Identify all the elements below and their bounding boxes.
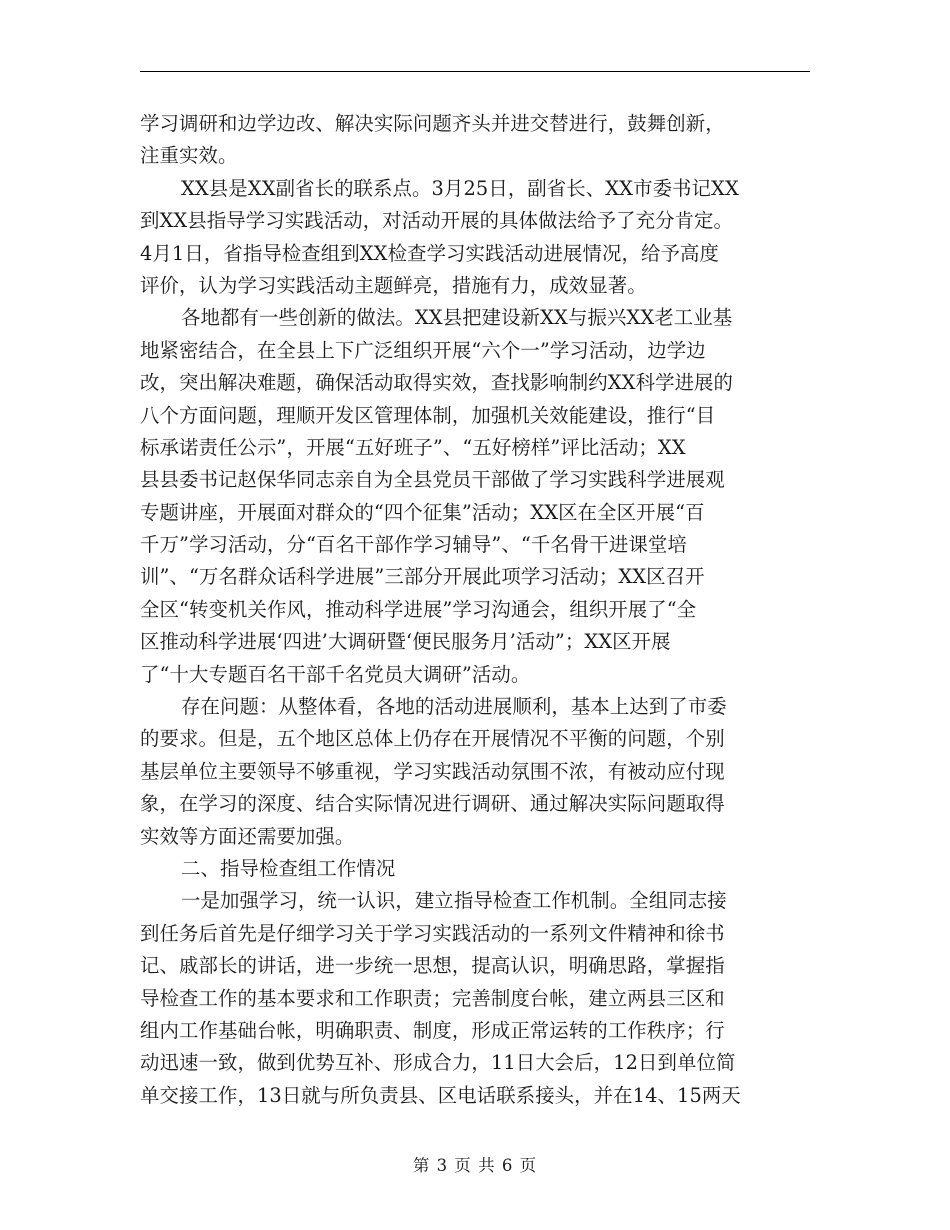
text-line: 注重实效。 xyxy=(140,144,238,168)
text-line: 县县委书记赵保华同志亲自为全县党员干部做了学习实践科学进展观 xyxy=(140,468,725,492)
text-line: 记、戚部长的讲话，进一步统一思想，提高认识，明确思路，掌握指 xyxy=(140,954,725,978)
text-line: 动迅速一致，做到优势互补、形成合力，11日大会后，12日到单位简 xyxy=(140,1051,736,1075)
text-line: 象，在学习的深度、结合实际情况进行调研、通过解决实际问题取得 xyxy=(140,792,725,816)
text-line: 导检查工作的基本要求和工作职责；完善制度台帐，建立两县三区和 xyxy=(140,986,725,1010)
text-line: 基层单位主要领导不够重视，学习实践活动氛围不浓，有被动应付现 xyxy=(140,759,725,783)
text-line: 了“十大专题百名干部千名党员大调研”活动。 xyxy=(140,662,531,686)
section-heading: 二、指导检查组工作情况 xyxy=(181,856,396,880)
text-line: 实效等方面还需要加强。 xyxy=(140,824,355,848)
text-line: 一是加强学习，统一认识，建立指导检查工作机制。全组同志接 xyxy=(181,889,727,913)
text-line: 单交接工作，13日就与所负责县、区电话联系接头，并在14、15两天 xyxy=(140,1083,741,1107)
text-line: 千万”学习活动，分“百名干部作学习辅导”、“千名骨干进课堂培 xyxy=(140,533,687,557)
text-line: 存在问题：从整体看，各地的活动进展顺利，基本上达到了市委 xyxy=(181,695,727,719)
text-line: 的要求。但是，五个地区总体上仍存在开展情况不平衡的问题，个别 xyxy=(140,727,725,751)
text-line: 训”、“万名群众话科学进展”三部分开展此项学习活动；XX区召开 xyxy=(140,565,705,589)
text-line: 各地都有一些创新的做法。XX县把建设新XX与振兴XX老工业基 xyxy=(181,306,733,330)
text-line: 到任务后首先是仔细学习关于学习实践活动的一系列文件精神和徐书 xyxy=(140,921,725,945)
text-line: 标承诺责任公示”，开展“五好班子”、“五好榜样”评比活动；XX xyxy=(140,435,686,459)
text-line: XX县是XX副省长的联系点。3月25日，副省长、XX市委书记XX xyxy=(181,176,739,200)
text-line: 地紧密结合，在全县上下广泛组织开展“六个一”学习活动，边学边 xyxy=(140,338,706,362)
text-line: 评价，认为学习实践活动主题鲜亮，措施有力，成效显著。 xyxy=(140,273,647,297)
text-line: 区推动科学进展‘四进’大调研暨‘便民服务月’活动”；XX区开展 xyxy=(140,630,671,654)
text-line: 改，突出解决难题，确保活动取得实效，查找影响制约XX科学进展的 xyxy=(140,371,734,395)
text-line: 组内工作基础台帐，明确职责、制度，形成正常运转的工作秩序；行 xyxy=(140,1018,725,1042)
text-line: 学习调研和边学边改、解决实际问题齐头并进交替进行，鼓舞创新， xyxy=(140,112,725,135)
text-line: 4月1日，省指导检查组到XX检查学习实践活动进展情况，给予高度 xyxy=(140,241,719,265)
text-line: 八个方面问题，理顺开发区管理体制，加强机关效能建设，推行“目 xyxy=(140,403,716,427)
document-body xyxy=(140,108,810,1112)
page-footer: 第 3 页 共 6 页 xyxy=(412,1156,538,1175)
text-line: 到XX县指导学习实践活动，对活动开展的具体做法给予了充分肯定。 xyxy=(140,209,734,233)
header-rule xyxy=(140,71,810,72)
text-line: 全区“转变机关作风，推动科学进展”学习沟通会，组织开展了“全 xyxy=(140,597,697,621)
text-line: 专题讲座，开展面对群众的“四个征集”活动；XX区在全区开展“百 xyxy=(140,500,705,524)
